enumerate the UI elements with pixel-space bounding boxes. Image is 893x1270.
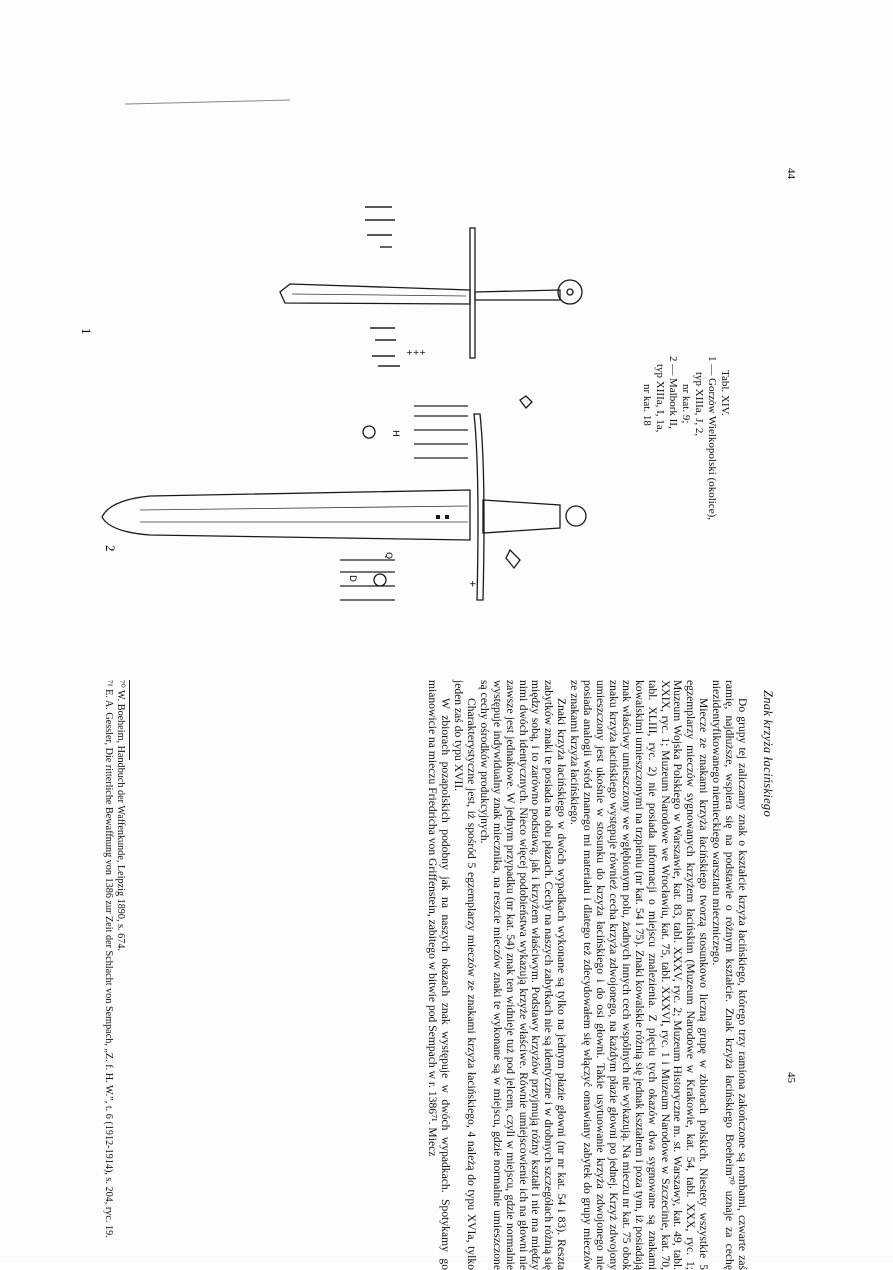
paragraph: Do grupy tej zaliczamy znak o kształcie krzyża łacińskiego, którego trzy ramiona zakończone są rombami, czwarte zaś ramię, najdłuższe, wspiera się na podstawie o różnym kształcie. Znak krzyża łacińskiego Boeheim⁷⁰ uznaje za cechę niezidentyfikowanego niemieckiego warsztatu mieczniczego.: [710, 680, 749, 1270]
footnotes: [103, 680, 134, 1270]
left-page-number: 44: [785, 168, 797, 179]
footnote: ⁷¹ E. A. Gessler, Die ritterliche Bewaffnung von 1386 zur Zeit der Schlacht von Sempach, „Z. f. H. W.”, t. 6 (1912-1914), s. 204, ryc. 19.: [103, 680, 115, 1238]
paragraph: Znaki krzyża łacińskiego w dwóch wypadkach wykonane są tylko na jednym płazie głowni (nr nr kat. 54 i 83). Reszta zabytków znaki te posiada na obu płazach. Cechy na naszych zabytkach nie są identyczne i w drobnych szczegółach różnią się między sobą, i to zarówno podstawą, jak i krzyżem właściwym. Podstawy krzyżów przyjmują różny kształt i nie ma między nimi dwóch identycznych. Nieco więcej podobieństwa wykazują krzyże właściwe. Równie umiejscowienie ich na głowni nie zawsze jest jednakowe. W jednym przypadku (nr kat. 54) znak ten widnieje tuż pod jelcem, czyli w miejscu, gdzie normalnie występuje indywidualny znak miecznika, na reszcie mieczów znaki te wykonane są w miejscu, gdzie normalnie umieszczone są cechy ośrodków produkcyjnych.: [477, 680, 569, 1270]
caption-line: nr kat. 9;: [680, 384, 692, 424]
caption-line: typ XIIIa, I, 1a,: [654, 364, 666, 433]
plate-title: Tabl. XIV.: [719, 370, 731, 416]
paragraph: Miecze ze znakami krzyża łacińskiego tworzą stosunkowo liczną grupę w zbiorach polskich. Niestety wszystkie 5 egzemplarzy mieczów sygnowanych krzyżem łacińskim (Muzeum Narodowe w Krakowie, kat. 54, tabl. XXX, ryc. 1; Muzeum Wojska Polskiego w Warszawie, kat. 83, tabl. XXXV, ryc. 2; Muzeum Historyczne m. st. Warszawy, kat. 49, tabl. XXIX, ryc. 1; Muzeum Narodowe we Wrocławiu, kat. 75, tabl. XXXVI, ryc. 1 i Muzeum Narodowe w Szczecinie, kat. 70, tabl. XLIII, ryc. 2) nie posiada informacji o miejscu znalezienia. Z pięciu tych okazów dwa sygnowane są znakami kowalskimi umieszczonymi na trzpieniu (nr kat. 54 i 75). Znaki kowalskie różnią się jednak kształtem i poza tym, iż posiadają znak właściwy umieszczony we wgłębionym polu, żadnych innych cech wspólnych nie wykazują. Na mieczu nr kat. 75 obok znaku krzyża łacińskiego występuje również cecha krzyża zdwojonego, na każdym płazie głowni po jednej. Krzyż zdwojony umieszczony jest ukośnie w stosunku do krzyża łacińskiego i do osi głowni. Takie usytuowanie krzyża zdwojonego nie posiada analogii wśród znanego mi materiału i dlatego też zdecydowałem się włączyć omawiany zabytek do grupy mieczów ze znakami krzyża łacińskiego.: [568, 680, 711, 1270]
sword-2-drawing: [102, 396, 586, 600]
sword-mark-d: D: [347, 575, 357, 582]
caption-line: 2 — Malbork II,: [667, 356, 679, 429]
sword-mark-h: H: [390, 430, 400, 437]
sword-1-drawing: [280, 207, 582, 366]
paragraph: W zbiorach pozapolskich podobny jak na naszych okazach znak występuje w dwóch wypadkach. Spotykamy go mianowicie na mieczu Friedricha von Griffenstein, zabitego w bitwie pod Sempach w r. 1386⁷¹. Miecz: [426, 680, 453, 1270]
section-title: Znak krzyża łacińskiego: [761, 690, 775, 818]
footnote: ⁷⁰ W. Boeheim, Handbuch der Waffenkunde, Leipzig 1890, s. 674.: [115, 680, 126, 951]
paragraph: Charakterystyczne jest, iż spośród 5 egzemplarzy mieczów ze znakami krzyża łacińskiego, 4 należą do typu XVIa, tylko jeden zaś do typu XVII.: [452, 680, 478, 1270]
svg-text:+++: +++: [406, 348, 427, 357]
figure-label-1: 1: [79, 328, 94, 335]
figure-label-2: 2: [103, 545, 118, 552]
caption-line: nr kat. 18: [641, 384, 653, 426]
caption-line: 1 — Gorzów Wielkopolski (okolice),: [706, 356, 718, 521]
right-page-number: 45: [785, 1072, 797, 1083]
caption-line: typ XIIIa, J, 2,: [693, 372, 705, 437]
footnote-rule: [129, 680, 130, 760]
sword-mark-cross: +: [467, 580, 477, 588]
body-text: [425, 680, 748, 1270]
sword-mark-q: Q: [383, 552, 393, 560]
